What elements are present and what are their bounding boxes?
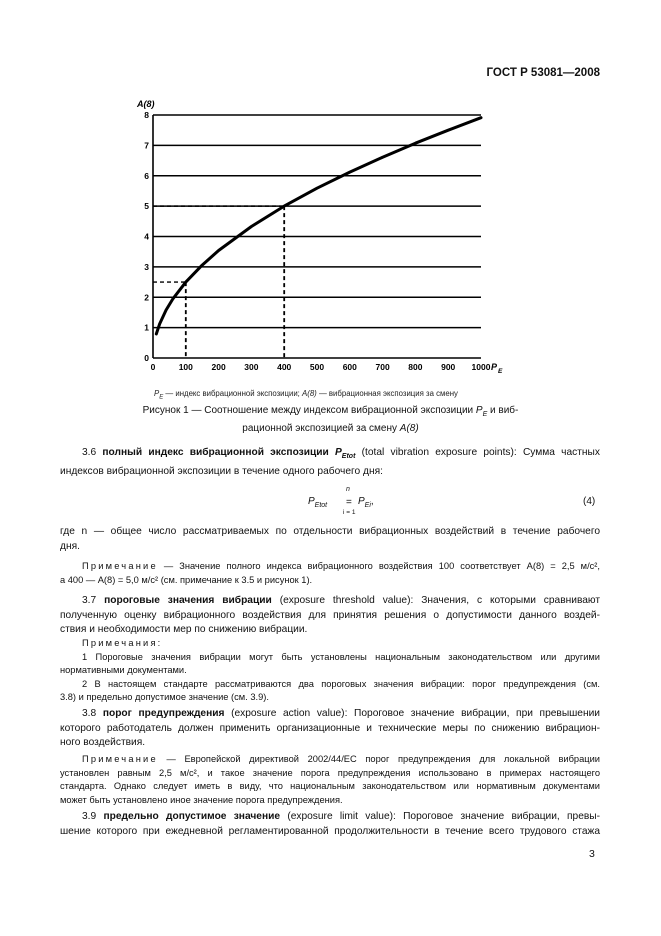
formula-number: (4): [583, 496, 596, 507]
data-point: [316, 188, 317, 189]
caption-symbol-e: E: [482, 411, 488, 418]
note-text: а 400 — A(8) = 5,0 м/с² (см. примечание к 3.5 и рисунок 1).: [60, 574, 313, 585]
data-point: [415, 143, 416, 144]
data-point: [480, 117, 481, 118]
figure-1-chart: [0, 0, 661, 380]
legend-pe-text: — индекс вибрационной экспозиции;: [165, 389, 300, 398]
note-label: Примечание: [82, 561, 158, 571]
caption-line-2: рационной экспозицией за смену: [242, 423, 398, 434]
formula-rhs: [358, 496, 374, 509]
where-clause: [60, 525, 600, 554]
x-tick-label: 700: [375, 362, 390, 372]
section-3-9: [60, 810, 600, 839]
data-point: [159, 323, 160, 324]
x-axis-label: P: [491, 362, 498, 372]
y-tick-label: 4: [144, 231, 149, 242]
y-tick-label: 3: [144, 261, 149, 272]
document-code: ГОСТ Р 53081—2008: [486, 67, 600, 79]
formula-lhs: [308, 496, 327, 509]
formula-lhs-sub: Etot: [314, 502, 328, 509]
note-item-1-cont: нормативными документами.: [60, 665, 187, 675]
x-tick-label: 800: [408, 362, 423, 372]
x-tick-label: 900: [441, 362, 456, 372]
y-tick-label: 7: [144, 140, 149, 151]
data-point: [172, 298, 173, 299]
definition-text: которого работодатель должен применить организационные и технические меры по снижению вибрацион-: [60, 722, 600, 734]
term: порог предупреждения: [102, 708, 225, 719]
x-tick-label: 1000: [471, 362, 491, 372]
formula-lhs-symbol: P: [308, 496, 315, 507]
notes-label: Примечания:: [82, 638, 163, 648]
formula-sum-lower: i = 1: [343, 509, 356, 516]
series-line-0: [156, 118, 481, 334]
x-tick-label: 600: [342, 362, 357, 372]
term: пороговые значения вибрации: [104, 595, 272, 606]
definition-text: ного воздействия.: [60, 737, 146, 749]
formula-rhs-sub: Ei: [364, 502, 371, 509]
x-tick-label: 200: [211, 362, 226, 372]
note-3-8: [60, 753, 600, 807]
formula-comma: ,: [370, 496, 374, 507]
legend-symbol-e: E: [159, 394, 164, 401]
definition-text: (exposure action value): Пороговое значение вибрации, при превышении: [231, 708, 600, 719]
x-tick-label: 0: [150, 362, 156, 372]
page-number: 3: [589, 848, 595, 860]
figure-caption: [60, 404, 601, 436]
note-text: стандарта. Однако следует иметь в виду, что национальным законодательством или нормативным документами: [60, 781, 600, 791]
data-point: [448, 130, 449, 131]
note-item-2: 2 В настоящем стандарте рассматриваются два пороговых значения вибрации: порог предупреждения (см.: [82, 678, 600, 689]
y-tick-label: 1: [144, 322, 149, 333]
section-3-8: [60, 707, 600, 751]
notes-3-7: [60, 637, 600, 705]
y-tick-label: 6: [144, 170, 149, 181]
section-3-6: [60, 446, 600, 479]
note-text: установлен равным 2,5 м/с², и такое значение порога предупреждения использовано в примерах настоящего: [60, 767, 600, 778]
note-item-1: 1 Пороговые значения вибрации могут быть установлены национальным законодательством или другими: [82, 651, 600, 662]
legend-a8-text: — вибрационная экспозиция за смену: [318, 389, 458, 398]
definition-text: (total vibration exposure points): Сумма частных: [361, 447, 600, 458]
note-text: — Значение полного индекса вибрационного воздействия 100 соответствует A(8) = 2,5 м/с²,: [163, 561, 600, 571]
y-axis-label: A(8): [137, 99, 155, 109]
definition-text: ствия и необходимости мер по снижению вибрации.: [60, 624, 308, 636]
note-text: может быть установлено иное значение порога предупреждения.: [60, 794, 343, 805]
definition-text: индексов вибрационной экспозиции в течение одного рабочего дня:: [60, 465, 383, 477]
definition-text: (exposure limit value): Пороговое значение вибрации, превы-: [287, 811, 600, 822]
data-point: [251, 226, 252, 227]
section-number: 3.6: [82, 447, 97, 458]
y-tick-label: 2: [144, 292, 149, 303]
x-axis-label-sub: E: [498, 368, 503, 375]
where-line-1: где n — общее число рассматриваемых по отдельности вибрационных воздействий в течение рабочего: [60, 526, 600, 537]
note-item-2-cont: 3.8) и предельно допустимое значение (см. 3.9).: [60, 692, 269, 702]
figure-legend: [154, 389, 458, 401]
x-tick-label: 500: [309, 362, 325, 372]
data-point: [156, 333, 157, 334]
caption-symbol-p: P: [475, 405, 483, 416]
y-tick-label: 8: [144, 110, 149, 120]
formula-sum-upper: n: [346, 486, 350, 493]
x-tick-label: 300: [244, 362, 259, 372]
y-tick-label: 5: [144, 201, 149, 212]
data-point: [218, 250, 219, 251]
legend-symbol-a8: A(8): [302, 389, 317, 398]
data-point: [166, 309, 167, 310]
data-point: [185, 281, 186, 282]
note-label: Примечание: [82, 754, 158, 764]
where-line-2: дня.: [60, 540, 80, 552]
formula-equals: =: [346, 497, 352, 508]
formula-rhs-symbol: P: [358, 496, 365, 507]
note-text: — Европейской директивой 2002/44/ЕС порог предупреждения для локальной вибрации: [166, 754, 600, 764]
caption-line-1-tail: и виб-: [490, 405, 519, 416]
note-1: [60, 560, 600, 587]
section-number: 3.9: [82, 811, 97, 822]
caption-symbol-a8: A(8): [399, 423, 419, 434]
definition-text: (exposure threshold value): Значения, с которыми сравнивают: [279, 595, 600, 606]
data-point: [382, 157, 383, 158]
legend-symbol-p: P: [154, 389, 160, 398]
definition-text: полученную оценку вибрационного воздействия для принятия решения о допустимости данного воздей-: [60, 609, 600, 621]
data-point: [202, 264, 203, 265]
term: полный индекс вибрационной экспозиции: [102, 447, 329, 458]
x-tick-label: 100: [178, 362, 193, 372]
term-symbol: P: [335, 447, 342, 458]
term-symbol-sub: Etot: [341, 453, 356, 461]
section-number: 3.7: [82, 595, 97, 606]
data-point: [284, 206, 285, 207]
caption-line-1: Рисунок 1 — Соотношение между индексом вибрационной экспозиции: [142, 405, 474, 416]
y-tick-label: 0: [144, 353, 149, 363]
section-number: 3.8: [82, 708, 97, 719]
x-tick-label: 400: [277, 362, 292, 372]
term: предельно допустимое значение: [103, 811, 281, 822]
section-3-7: [60, 594, 600, 638]
definition-text: шение которого при ежедневной регламентированной продолжительности в течение всего трудового стажа: [60, 825, 600, 837]
data-point: [349, 172, 350, 173]
